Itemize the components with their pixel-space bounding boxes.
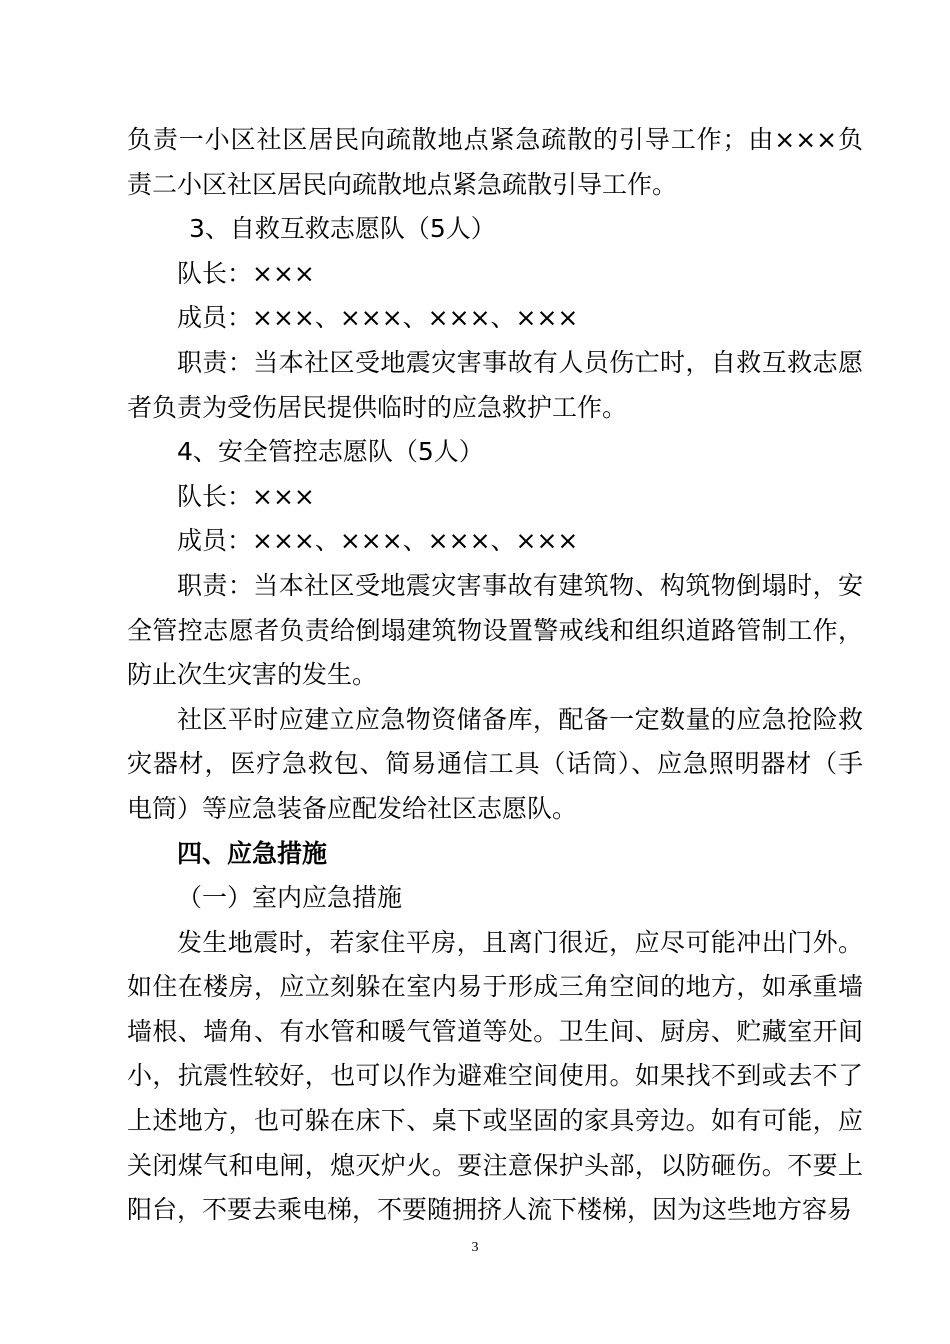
safety-control-team-leader: 队长：×××	[177, 481, 315, 511]
heading-safety-control-team: 4、安全管控志愿队（5人）	[177, 437, 484, 467]
safety-control-team-members: 成员：×××、×××、×××、×××	[177, 526, 579, 556]
paragraph-indoor-measures: 发生地震时，若家住平房，且离门很近，应尽可能冲出门外。如住在楼房，应立刻躲在室内易于形成三角空间的地方，如承重墙墙根、墙角、有水管和暖气管道等处。卫生间、厨房、贮藏室开间小，抗震性较好，也可以作为避难空间使用。如果找不到或去不了上述地方，也可躲在床下、桌下或坚固的家具旁边。如有可能，应关闭煤气和电闸，熄灭炉火。要注意保护头部，以防砸伤。不要上阳台，不要去乘电梯，不要随拥挤人流下楼梯，因为这些地方容易	[127, 927, 863, 1225]
subheading-indoor-measures: （一）室内应急措施	[177, 883, 403, 913]
self-rescue-team-members: 成员：×××、×××、×××、×××	[177, 303, 579, 333]
heading-self-rescue-team: 3、自救互救志愿队（5人）	[189, 214, 496, 244]
self-rescue-team-duties: 职责：当本社区受地震灾害事故有人员伤亡时，自救互救志愿者负责为受伤居民提供临时的应急救护工作。	[127, 347, 863, 422]
safety-control-team-duties: 职责：当本社区受地震灾害事故有建筑物、构筑物倒塌时，安全管控志愿者负责给倒塌建筑物设置警戒线和组织道路管制工作，防止次生灾害的发生。	[127, 570, 863, 690]
document-body	[127, 118, 863, 1233]
section-heading-emergency-measures: 四、应急措施	[177, 838, 328, 868]
paragraph-evacuation-guide-continued: 负责一小区社区居民向疏散地点紧急疏散的引导工作；由×××负责二小区社区居民向疏散地点紧急疏散引导工作。	[127, 125, 863, 199]
paragraph-emergency-supplies: 社区平时应建立应急物资储备库，配备一定数量的应急抢险救灾器材，医疗急救包、简易通信工具（话筒）、应急照明器材（手电筒）等应急装备应配发给社区志愿队。	[127, 704, 863, 823]
self-rescue-team-leader: 队长：×××	[177, 258, 315, 288]
page-number: 3	[471, 1240, 479, 1255]
